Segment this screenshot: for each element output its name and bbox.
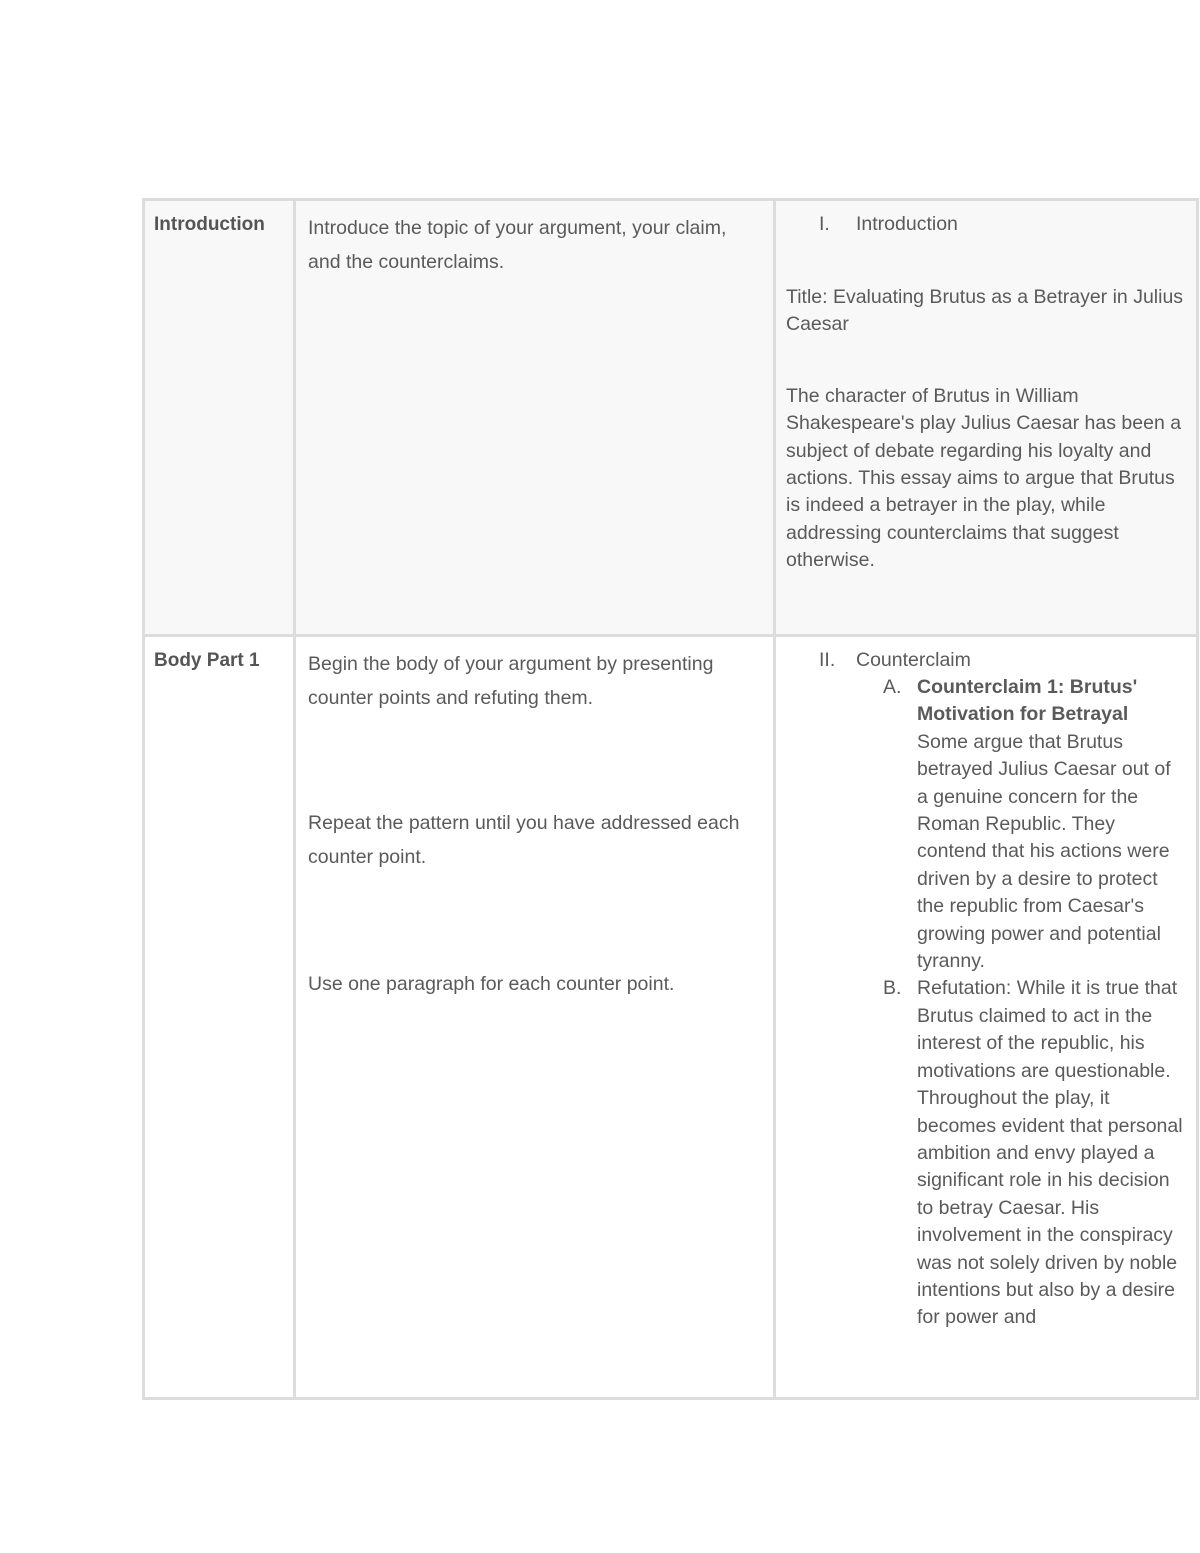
list-letter: A. [883,676,902,698]
section-cell [144,636,295,1399]
roman-numeral: I. [819,213,830,235]
outline-table [142,198,1199,1400]
guidance-cell [295,636,775,1399]
intro-paragraph: The character of Brutus in William Shakespeare's play Julius Caesar has been a subject of debate regarding his loyalty and actions. This essay aims to argue that Brutus is indeed a betrayer in the play, while addressing counterclaims that suggest otherwise. [786,384,1182,572]
section-label: Introduction [154,214,265,235]
roman-numeral: II. [819,649,836,671]
list-item [776,674,1186,975]
list-item [776,975,1186,1331]
guidance-text: Repeat the pattern until you have addressed each counter point. [308,812,740,868]
section-cell [144,200,295,636]
counterclaim-title: Counterclaim 1: Brutus' Motivation for Betrayal [917,676,1138,726]
counterclaim-text: Some argue that Brutus betrayed Julius Caesar out of a genuine concern for the Roman Republic. They contend that his actions were driven by a desire to protect the republic from Caesar's growing power and potential tyranny. [917,730,1171,973]
guidance-text: Introduce the topic of your argument, your claim, and the counterclaims. [308,217,727,273]
outline-heading [786,647,1186,674]
guidance-text: Use one paragraph for each counter point. [308,973,675,995]
outline-heading-label: Counterclaim [856,649,971,671]
outline-heading [786,211,1186,238]
table-row [144,636,1198,1399]
outline-cell [775,636,1198,1399]
guidance-text: Begin the body of your argument by presenting counter points and refuting them. [308,653,714,709]
essay-title: Title: Evaluating Brutus as a Betrayer in Julius Caesar [786,286,1184,336]
section-label: Body Part 1 [154,650,260,671]
guidance-cell [295,200,775,636]
outline-cell [775,200,1198,636]
list-letter: B. [883,977,902,1000]
refutation-text: Refutation: While it is true that Brutus claimed to act in the interest of the republic, his motivations are questionable. Throughout the play, it becomes evident that personal ambition and envy played a significant role in his decision to betray Caesar. His involvement in the conspiracy was not solely driven by noble intentions but also by a desire for power and [917,977,1183,1329]
table-row [144,200,1198,636]
outline-heading-label: Introduction [856,213,958,235]
